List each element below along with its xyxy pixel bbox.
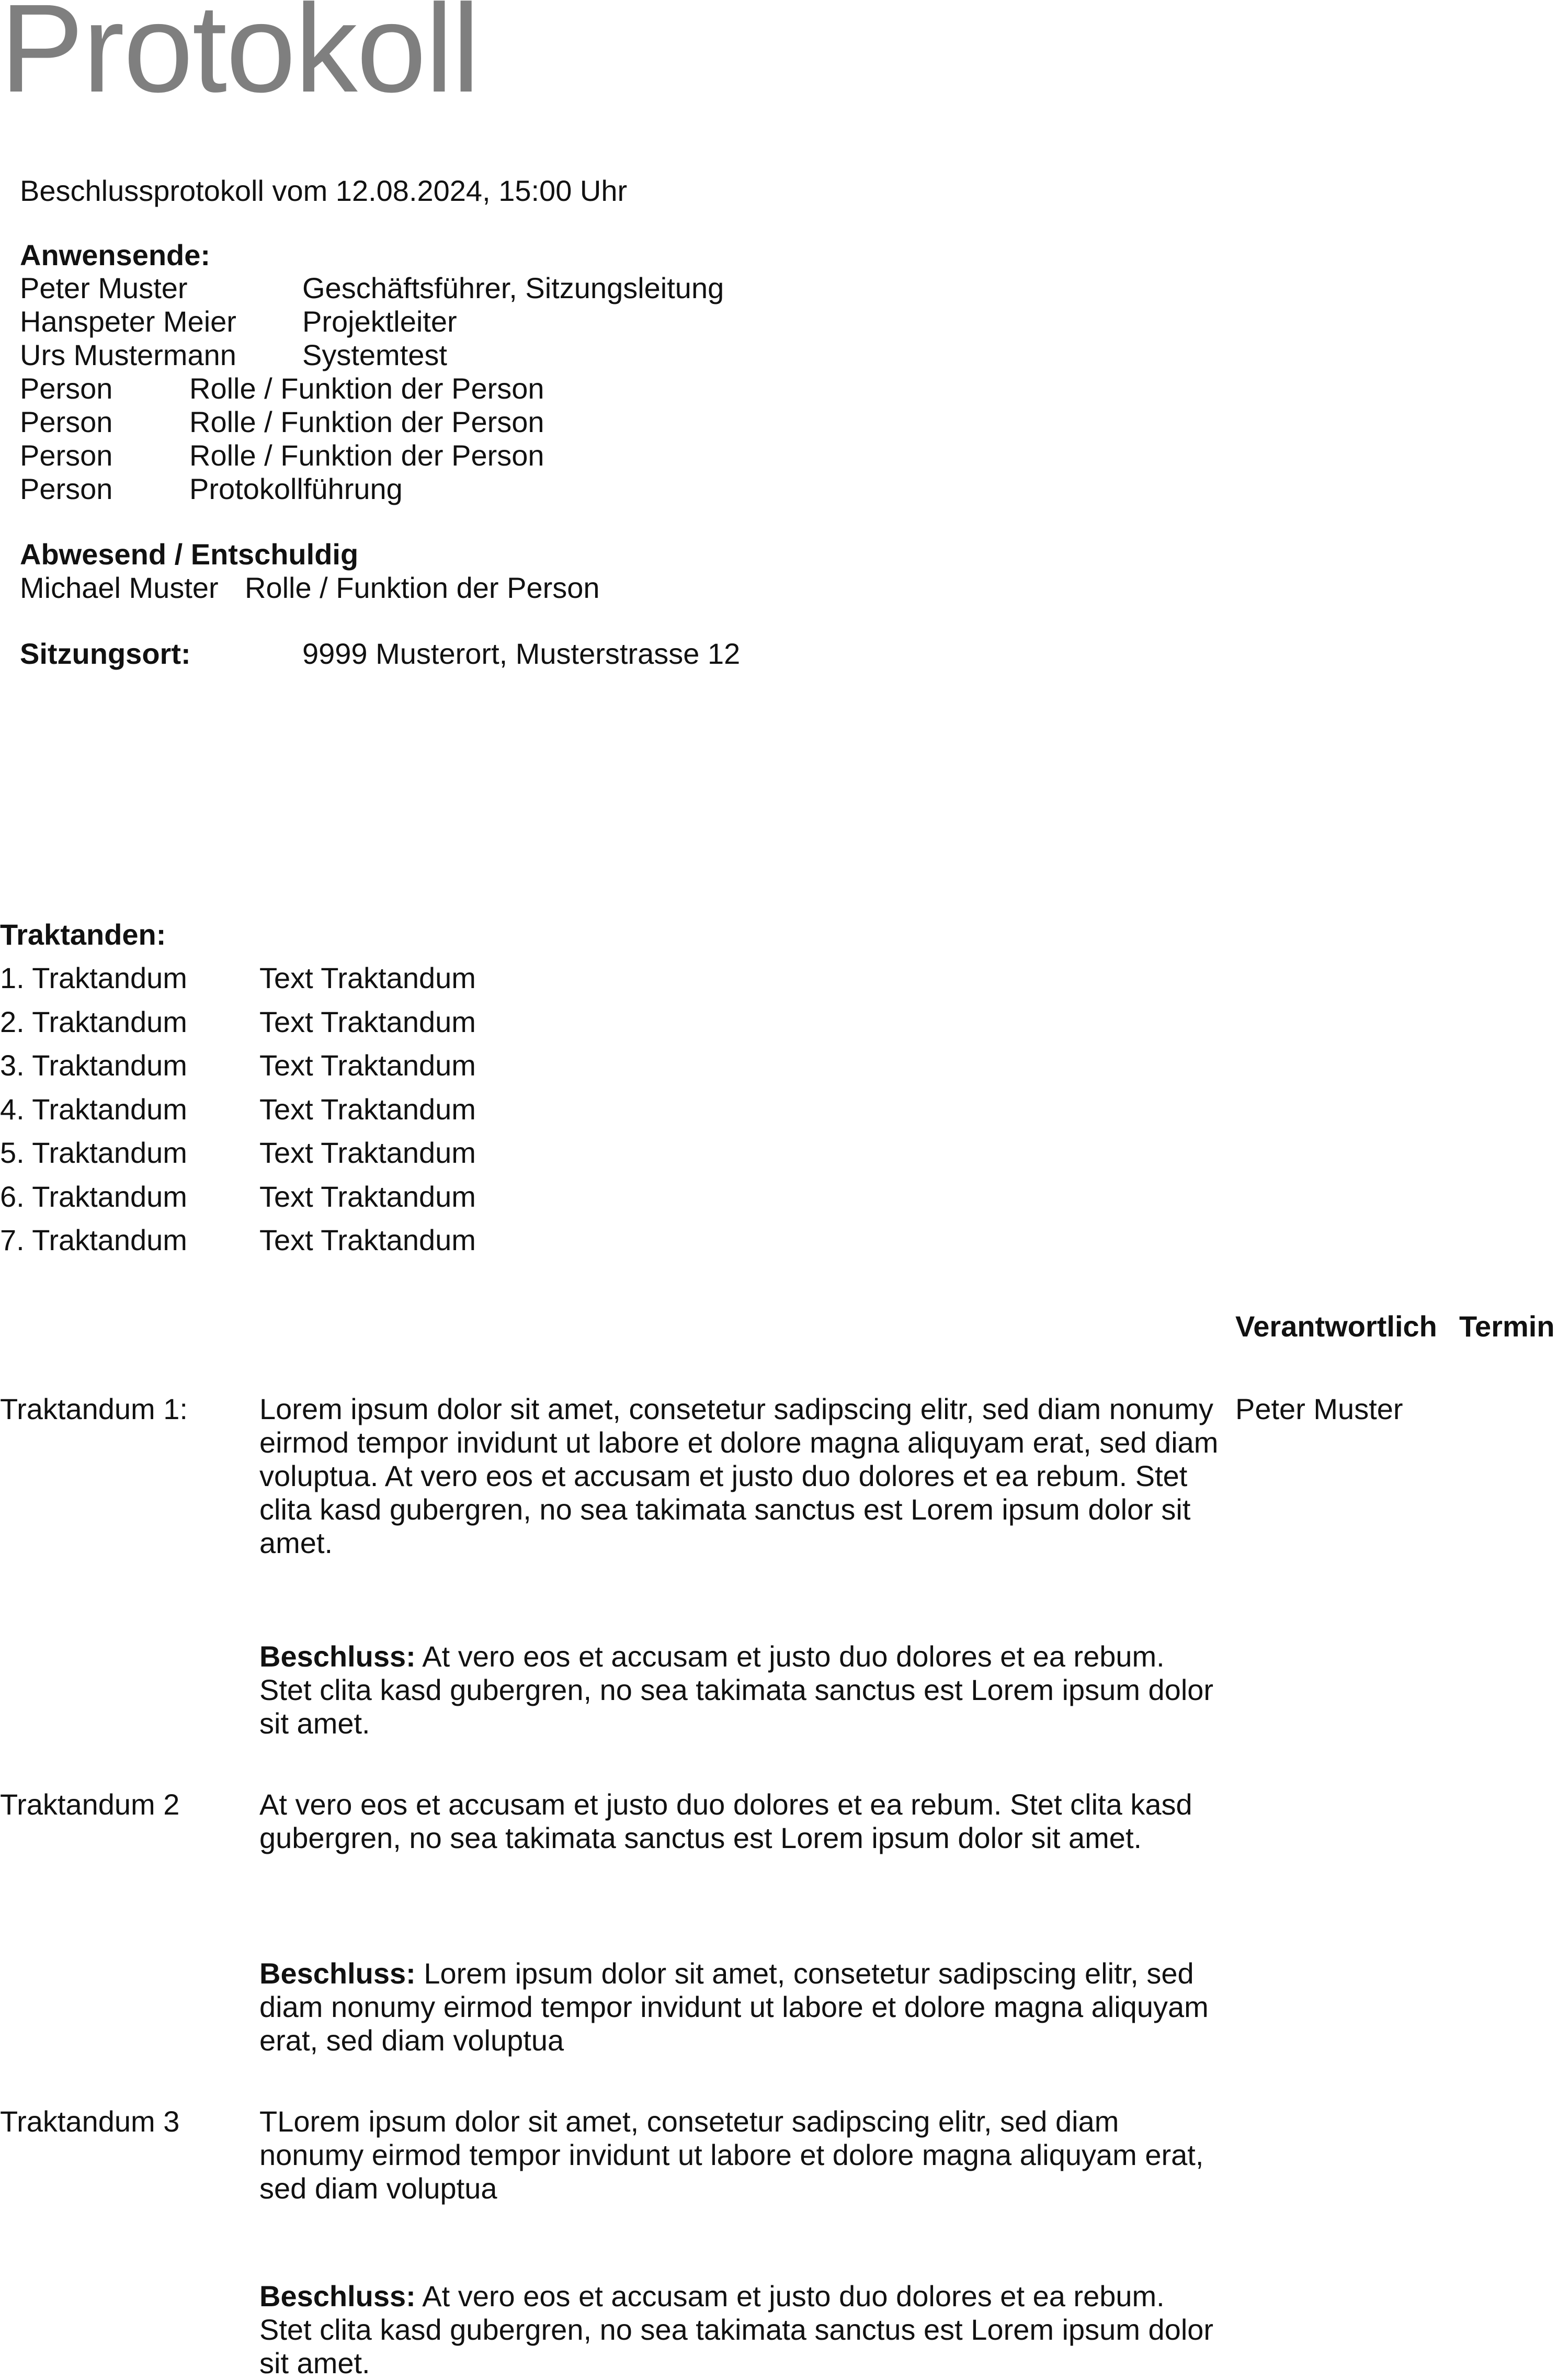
attendee-role: Rolle / Funktion der Person bbox=[189, 405, 544, 438]
decision bbox=[259, 2280, 1222, 2380]
agenda-number: 4. Traktandum bbox=[0, 1093, 187, 1126]
agenda-text: Text Traktandum bbox=[259, 961, 476, 994]
absent-heading: Abwesend / Entschuldig bbox=[20, 538, 359, 571]
item-label: Traktandum 1: bbox=[0, 1392, 188, 1425]
agenda-text: Text Traktandum bbox=[259, 1136, 476, 1169]
agenda-text: Text Traktandum bbox=[259, 1005, 476, 1038]
agenda-text: Text Traktandum bbox=[259, 1049, 476, 1082]
absent-name: Michael Muster bbox=[20, 571, 219, 604]
column-date: Termin bbox=[1459, 1310, 1555, 1343]
absent-role: Rolle / Funktion der Person bbox=[245, 571, 600, 604]
agenda-text: Text Traktandum bbox=[259, 1093, 476, 1126]
decision-label: Beschluss: bbox=[259, 2280, 416, 2313]
attendee-name: Person bbox=[20, 372, 113, 405]
attendee-role: Rolle / Funktion der Person bbox=[189, 439, 544, 472]
agenda-number: 1. Traktandum bbox=[0, 961, 187, 994]
agenda-number: 7. Traktandum bbox=[0, 1223, 187, 1256]
decision-text: Lorem ipsum dolor sit amet, consetetur sadipscing elitr, sed diam nonumy eirmod tempor invidunt ut labore et dolore magna aliquyam erat, sed diam voluptua bbox=[259, 1957, 1209, 2057]
attendee-name: Person bbox=[20, 439, 113, 472]
agenda-number: 2. Traktandum bbox=[0, 1005, 187, 1038]
item-responsible: Peter Muster bbox=[1235, 1392, 1403, 1425]
agenda-heading: Traktanden: bbox=[0, 918, 166, 951]
attendees-heading: Anwensende: bbox=[20, 239, 211, 271]
attendee-name: Peter Muster bbox=[20, 271, 188, 304]
agenda-text: Text Traktandum bbox=[259, 1180, 476, 1213]
column-responsible: Verantwortlich bbox=[1235, 1310, 1437, 1343]
item-text: At vero eos et accusam et justo duo dolores et ea rebum. Stet clita kasd gubergren, no sea takimata sanctus est Lorem ipsum dolor sit amet. bbox=[259, 1788, 1192, 1854]
decision-text: At vero eos et accusam et justo duo dolores et ea rebum. Stet clita kasd gubergren, no sea takimata sanctus est Lorem ipsum dolor sit amet. bbox=[259, 2280, 1214, 2379]
attendee-name: Hanspeter Meier bbox=[20, 305, 236, 338]
decision-label: Beschluss: bbox=[259, 1640, 416, 1673]
agenda-number: 3. Traktandum bbox=[0, 1049, 187, 1082]
attendee-role: Protokollführung bbox=[189, 472, 403, 505]
decision bbox=[259, 1640, 1222, 1740]
item-label: Traktandum 2 bbox=[0, 1788, 180, 1821]
location-value: 9999 Musterort, Musterstrasse 12 bbox=[302, 637, 741, 670]
item-text: TLorem ipsum dolor sit amet, consetetur sadipscing elitr, sed diam nonumy eirmod tempor invidunt ut labore et dolore magna aliquyam erat, sed diam voluptua bbox=[259, 2105, 1204, 2205]
item-text: Lorem ipsum dolor sit amet, consetetur sadipscing elitr, sed diam nonumy eirmod tempor invidunt ut labore et dolore magna aliquyam erat, sed diam voluptua. At vero eos et accusam et justo duo dolores et ea rebum. Stet clita kasd gubergren, no sea takimata sanctus est Lorem ipsum dolor sit amet. bbox=[259, 1392, 1219, 1559]
agenda-text: Text Traktandum bbox=[259, 1223, 476, 1256]
attendee-role: Systemtest bbox=[302, 338, 447, 371]
attendee-name: Person bbox=[20, 472, 113, 505]
attendee-name: Person bbox=[20, 405, 113, 438]
attendee-role: Rolle / Funktion der Person bbox=[189, 372, 544, 405]
agenda-number: 5. Traktandum bbox=[0, 1136, 187, 1169]
attendee-role: Projektleiter bbox=[302, 305, 457, 338]
attendee-role: Geschäftsführer, Sitzungsleitung bbox=[302, 271, 724, 304]
decision bbox=[259, 1957, 1227, 2057]
agenda-number: 6. Traktandum bbox=[0, 1180, 187, 1213]
protocol-subtitle: Beschlussprotokoll vom 12.08.2024, 15:00 Uhr bbox=[20, 174, 628, 207]
attendee-name: Urs Mustermann bbox=[20, 338, 236, 371]
decision-text: At vero eos et accusam et justo duo dolores et ea rebum. Stet clita kasd gubergren, no sea takimata sanctus est Lorem ipsum dolor sit amet. bbox=[259, 1640, 1214, 1740]
item-label: Traktandum 3 bbox=[0, 2105, 180, 2138]
location-label: Sitzungsort: bbox=[20, 637, 191, 670]
decision-label: Beschluss: bbox=[259, 1957, 416, 1990]
page-title: Protokoll bbox=[0, 0, 479, 118]
